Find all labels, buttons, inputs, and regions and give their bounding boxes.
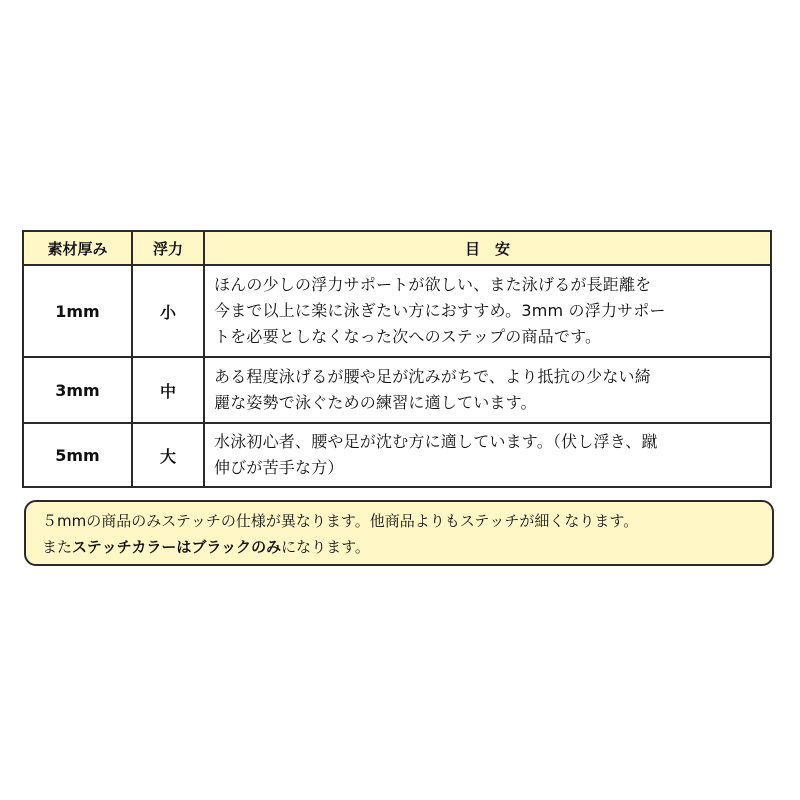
guide-line: トを必要としなくなった次へのステップの商品です。 xyxy=(214,326,602,346)
thickness-cell: 5mm xyxy=(23,423,132,487)
table-row xyxy=(23,357,771,423)
header-buoyancy: 浮力 xyxy=(132,231,204,265)
buoyancy-cell: 小 xyxy=(132,265,204,357)
guide-line: 今まで以上に楽に泳ぎたい方におすすめ。3mm の浮力サポー xyxy=(214,300,666,320)
guide-cell xyxy=(204,423,771,487)
spec-table xyxy=(22,230,772,488)
note-text: になります。 xyxy=(281,538,370,556)
guide-line: 麗な姿勢で泳ぐための練習に適しています。 xyxy=(214,392,537,412)
guide-cell xyxy=(204,265,771,357)
note-line-2 xyxy=(42,534,760,560)
guide-line: ほんの少しの浮力サポートが欲しい、また泳げるが長距離を xyxy=(214,274,652,294)
guide-cell xyxy=(204,357,771,423)
thickness-cell: 1mm xyxy=(23,265,132,357)
note-line-1: ５mmの商品のみステッチの仕様が異なります。他商品よりもステッチが細くなります。 xyxy=(42,512,639,530)
note-emphasis: ステッチカラーはブラックのみ xyxy=(72,538,282,556)
table-row xyxy=(23,265,771,357)
note-box xyxy=(24,500,774,566)
table-header-row xyxy=(23,231,771,265)
table-row xyxy=(23,423,771,487)
header-guide: 目 安 xyxy=(204,231,771,265)
buoyancy-cell: 大 xyxy=(132,423,204,487)
guide-line: 伸びが苦手な方） xyxy=(214,457,344,477)
guide-line: 水泳初心者、腰や足が沈む方に適しています。（伏し浮き、蹴 xyxy=(214,431,658,451)
note-text: また xyxy=(42,538,73,556)
guide-line: ある程度泳げるが腰や足が沈みがちで、より抵抗の少ない綺 xyxy=(214,366,651,386)
thickness-cell: 3mm xyxy=(23,357,132,423)
buoyancy-cell: 中 xyxy=(132,357,204,423)
header-thickness: 素材厚み xyxy=(23,231,132,265)
